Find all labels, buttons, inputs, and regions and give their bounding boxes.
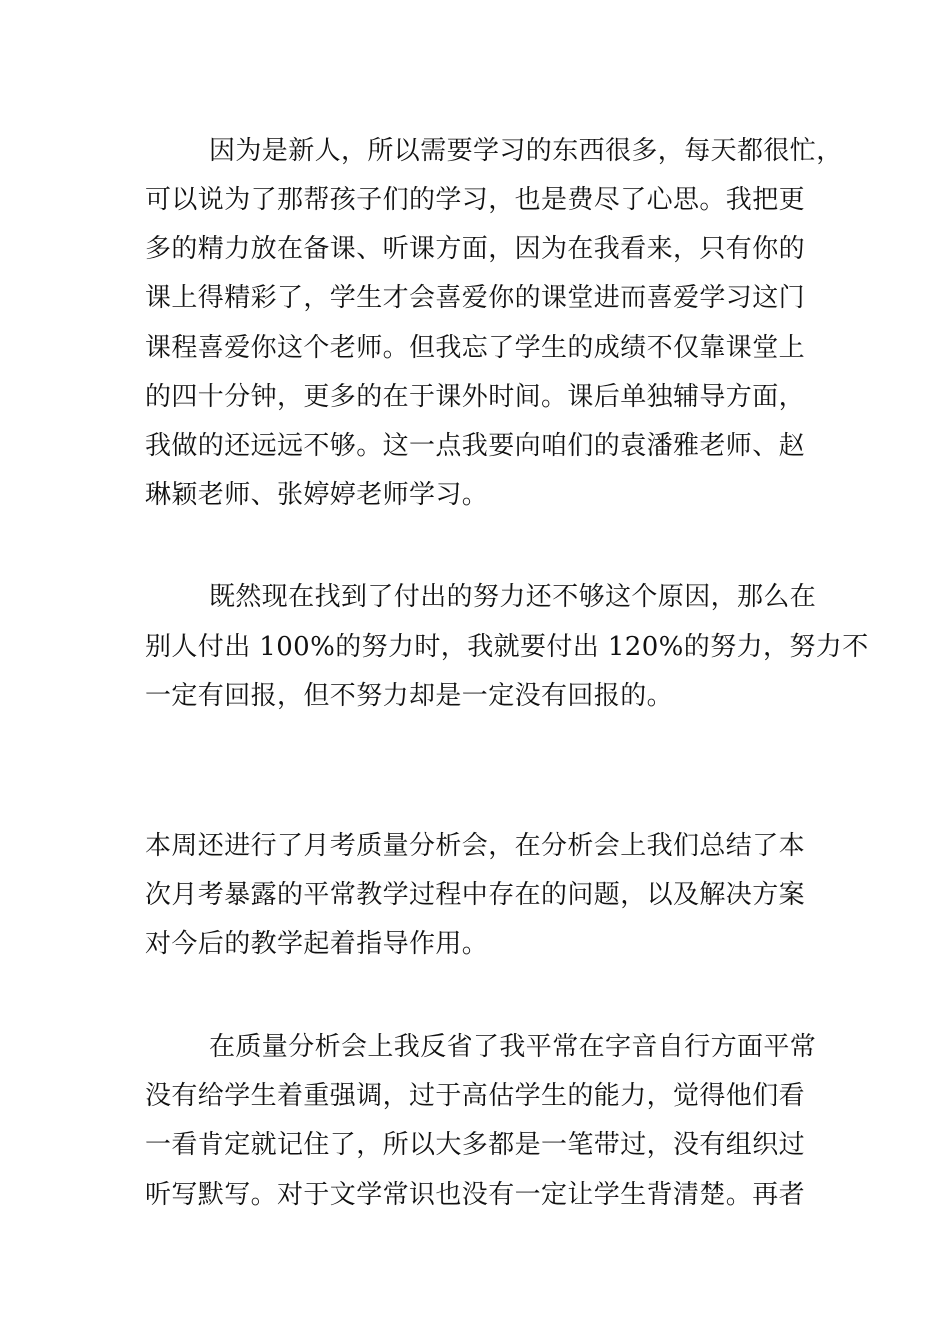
paragraph-line: 别人付出 100%的努力时，我就要付出 120%的努力，努力不 (145, 632, 869, 662)
paragraph-line: 可以说为了那帮孩子们的学习，也是费尽了心思。我把更 (145, 185, 806, 215)
paragraph-line: 在质量分析会上我反省了我平常在字音自行方面平常 (209, 1032, 817, 1062)
paragraph-line: 我做的还远远不够。这一点我要向咱们的袁潘雅老师、赵 (145, 431, 806, 461)
paragraph-line: 课上得精彩了，学生才会喜爱你的课堂进而喜爱学习这门 (145, 283, 806, 313)
paragraph-line: 没有给学生着重强调，过于高估学生的能力，觉得他们看 (145, 1081, 806, 1111)
paragraph-line: 既然现在找到了付出的努力还不够这个原因，那么在 (209, 582, 817, 612)
paragraph-line: 琳颖老师、张婷婷老师学习。 (145, 480, 489, 510)
paragraph-line: 次月考暴露的平常教学过程中存在的问题，以及解决方案 (145, 880, 806, 910)
paragraph-line: 课程喜爱你这个老师。但我忘了学生的成绩不仅靠课堂上 (145, 333, 806, 363)
paragraph-line: 因为是新人，所以需要学习的东西很多，每天都很忙， (209, 136, 843, 166)
paragraph-line: 一定有回报，但不努力却是一定没有回报的。 (145, 681, 674, 711)
paragraph-line: 一看肯定就记住了，所以大多都是一笔带过，没有组织过 (145, 1130, 806, 1160)
paragraph-line: 听写默写。对于文学常识也没有一定让学生背清楚。再者 (145, 1180, 806, 1210)
paragraph-line: 本周还进行了月考质量分析会，在分析会上我们总结了本 (145, 831, 806, 861)
paragraph-line: 多的精力放在备课、听课方面，因为在我看来，只有你的 (145, 234, 806, 264)
paragraph-line: 的四十分钟，更多的在于课外时间。课后单独辅导方面， (145, 382, 806, 412)
paragraph-line: 对今后的教学起着指导作用。 (145, 929, 489, 959)
